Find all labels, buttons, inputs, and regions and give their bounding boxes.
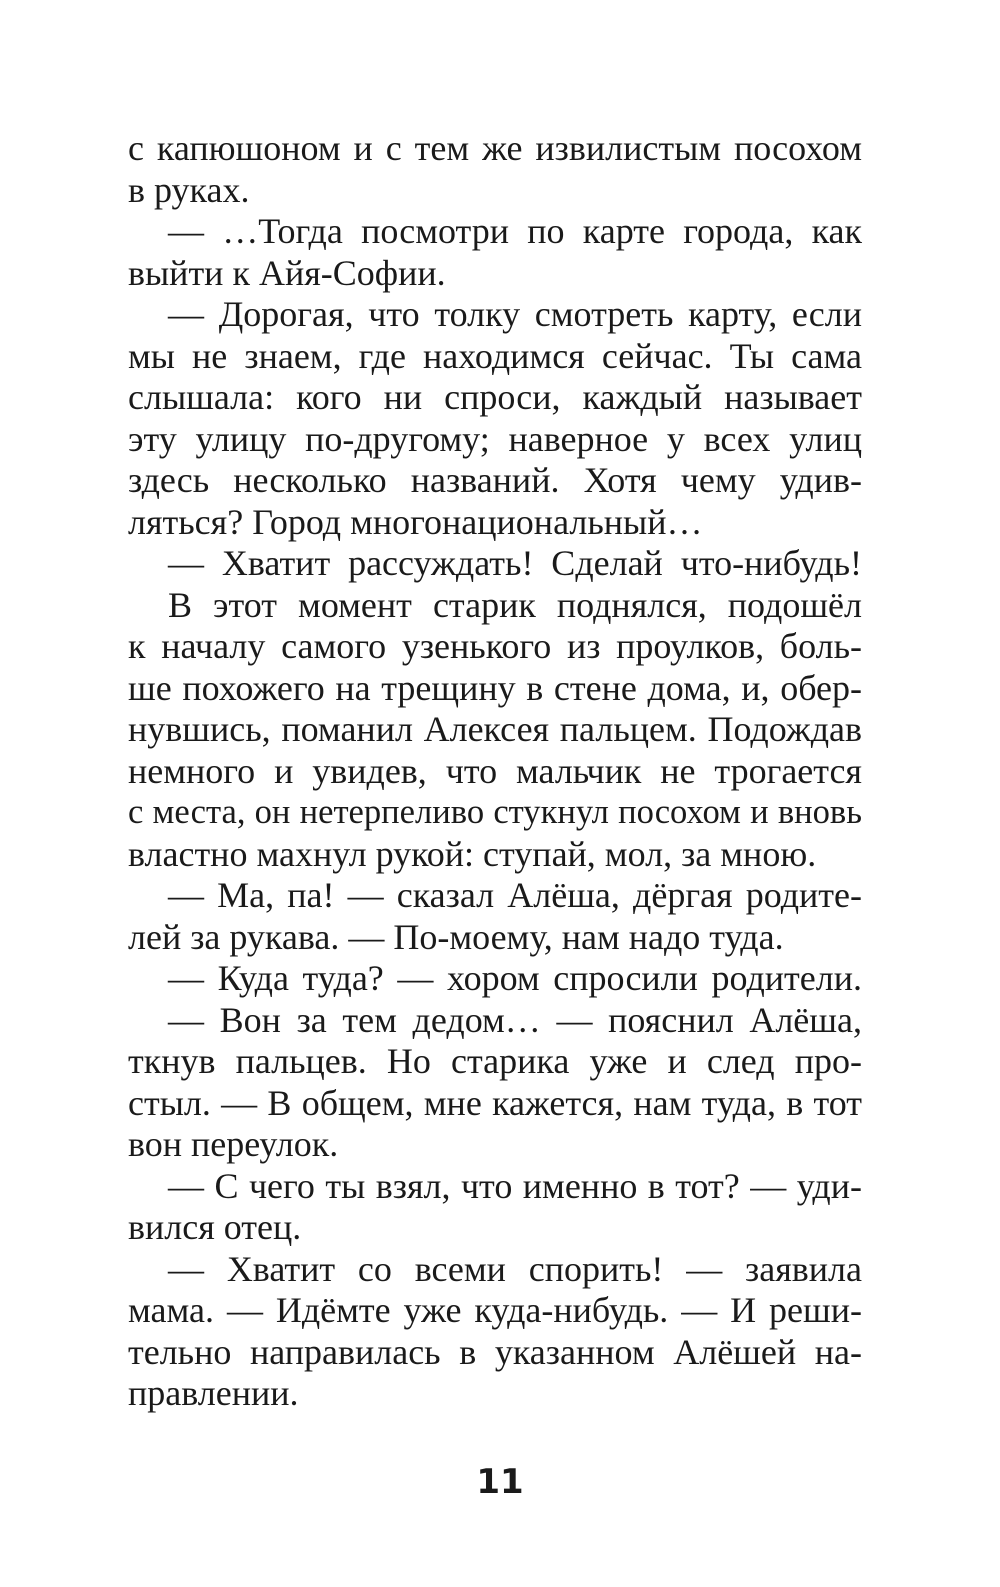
text-line: В этот момент старик поднялся, подошёл <box>168 584 862 625</box>
text-line: — Куда туда? — хором спросили родители. <box>168 958 862 998</box>
text-line: властно махнул рукой: ступай, мол, за мною. <box>128 833 817 874</box>
text-line: в руках. <box>128 169 250 210</box>
text-line: нувшись, поманил Алексея пальцем. Подождав <box>128 709 862 749</box>
text-line: с капюшоном и с тем же извилистым посохом <box>128 128 862 168</box>
text-line: здесь несколько названий. Хотя чему удив- <box>128 460 862 500</box>
text-line: ляться? Город многонациональный… <box>128 501 703 542</box>
text-line: вон переулок. <box>128 1124 339 1164</box>
text-line: лей за рукава. — По-моему, нам надо туда. <box>128 916 784 957</box>
text-line: — Хватит со всеми спорить! — заявила <box>168 1248 862 1289</box>
text-line: ше похожего на трещину в стене дома, и, обер- <box>128 667 862 708</box>
text-line: слышала: кого ни спроси, каждый называет <box>128 377 862 417</box>
text-line: немного и увидев, что мальчик не трогается <box>128 750 862 791</box>
text-line: мы не знаем, где находимся сейчас. Ты сама <box>128 335 862 376</box>
text-line: с места, он нетерпеливо стукнул посохом и вновь <box>128 793 862 831</box>
text-line: тельно направилась в указанном Алёшей на- <box>128 1331 862 1372</box>
text-line: ткнув пальцев. Но старика уже и след про- <box>128 1041 862 1081</box>
body-text <box>128 128 862 1415</box>
text-line: к началу самого узенького из проулков, боль- <box>128 626 862 666</box>
page-number: 11 <box>476 1462 524 1502</box>
text-line: — …Тогда посмотри по карте города, как <box>168 211 862 251</box>
text-line: эту улицу по-другому; наверное у всех улиц <box>128 418 862 459</box>
text-line: — Дорогая, что толку смотреть карту, если <box>168 294 862 334</box>
text-line: правлении. <box>128 1373 299 1413</box>
text-line: — Вон за тем дедом… — пояснил Алёша, <box>168 999 862 1040</box>
text-line: — Ма, па! — сказал Алёша, дёргая родите- <box>168 875 862 915</box>
text-line: вился отец. <box>128 1207 302 1247</box>
text-line: мама. — Идёмте уже куда-нибудь. — И реши- <box>128 1290 862 1330</box>
text-line: стыл. — В общем, мне кажется, нам туда, в тот <box>128 1082 862 1123</box>
text-line: выйти к Айя-Софии. <box>128 252 446 293</box>
text-line: — С чего ты взял, что именно в тот? — уди- <box>168 1165 862 1206</box>
text-line: — Хватит рассуждать! Сделай что-нибудь! <box>168 543 862 583</box>
